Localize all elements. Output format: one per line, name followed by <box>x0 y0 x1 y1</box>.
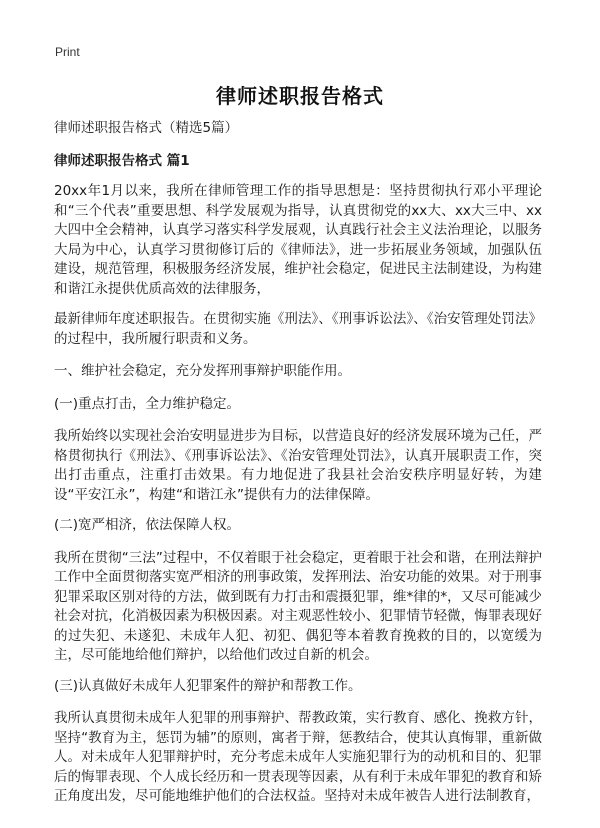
document-body <box>54 118 542 818</box>
paragraph-subheading-2: (二)宽严相济，依法保障人权。 <box>54 517 241 533</box>
paragraph-body-2: 我所在贯彻“三法”过程中，不仅着眼于社会稳定，更着眼于社会和谐，在刑法辩护工作中全面贯彻落实宽严相济的刑事政策，发挥刑法、治安功能的效果。对于刑事犯罪采取区别对待的方法，做到既有力打击和震摄犯罪，维*律的*，又尽可能减少社会对抗，化消极因素为积极因素。对主观恶性较小、犯罪情节轻微，悔罪表现好的过失犯、未遂犯、未成年人犯、初犯、偶犯等本着教育挽救的目的，以宽缓为主，尽可能地给他们辩护，以给他们改过自新的机会。 <box>54 549 542 663</box>
document-subtitle: 律师述职报告格式（精选5篇） <box>54 120 239 136</box>
section-heading: 律师述职报告格式 篇1 <box>54 153 190 169</box>
print-label[interactable]: Print <box>55 45 80 59</box>
paragraph-subheading-1: (一)重点打击，全力维护稳定。 <box>54 395 241 412</box>
paragraph-report: 最新律师年度述职报告。在贯彻实施《刑法》、《刑事诉讼法》、《治安管理处罚法》的过程中，我所履行职责和义务。 <box>54 311 542 347</box>
paragraph-subheading-3: (三)认真做好未成年人犯罪案件的辩护和帮教工作。 <box>54 677 362 694</box>
paragraph-body-3: 我所认真贯彻未成年人犯罪的刑事辩护、帮教政策，实行教育、感化、挽救方针，坚持“教育为主，惩罚为辅”的原则，寓者于辩，惩教结合，使其认真悔罪，重新做人。对未成年人犯罪辩护时，充分考虑未成年人实施犯罪行为的动机和目的、犯罪后的悔罪表现、个人成长经历和一贯表现等因素，从有利于未成年罪犯的教育和矫正角度出发，尽可能地维护他们的合法权益。坚持对未成年被告人进行法制教育， <box>54 710 542 804</box>
paragraph-body-1: 我所始终以实现社会治安明显进步为目标，以营造良好的经济发展环境为己任，严格贯彻执行《刑法》、《刑事诉讼法》、《治安管理处罚法》，认真开展职责工作，突出打击重点，注重打击效果。有力地促进了我县社会治安秩序明显好转，为建设“平安江永”，构建“和谐江永”提供有力的法律保障。 <box>54 428 542 503</box>
paragraph-heading-1: 一、维护社会稳定，充分发挥刑事辩护职能作用。 <box>54 363 351 379</box>
paragraph-intro: 20xx年1月以来，我所在律师管理工作的指导思想是：坚持贯彻执行邓小平理论和“三个代表”重要思想、科学发展观为指导，认真贯彻党的xx大、xx大三中、xx大四中全会精神，认真学习落实科学发展观，认真践行社会主义法治理论，以服务大局为中心，认真学习贯彻修订后的《律师法》，进一步拓展业务领域，加强队伍建设，规范管理，积极服务经济发展，维护社会稳定，促进民主法制建设，为构建和谐江永提供优质高效的法律服务， <box>54 183 542 297</box>
page-title: 律师述职报告格式 <box>216 84 384 108</box>
